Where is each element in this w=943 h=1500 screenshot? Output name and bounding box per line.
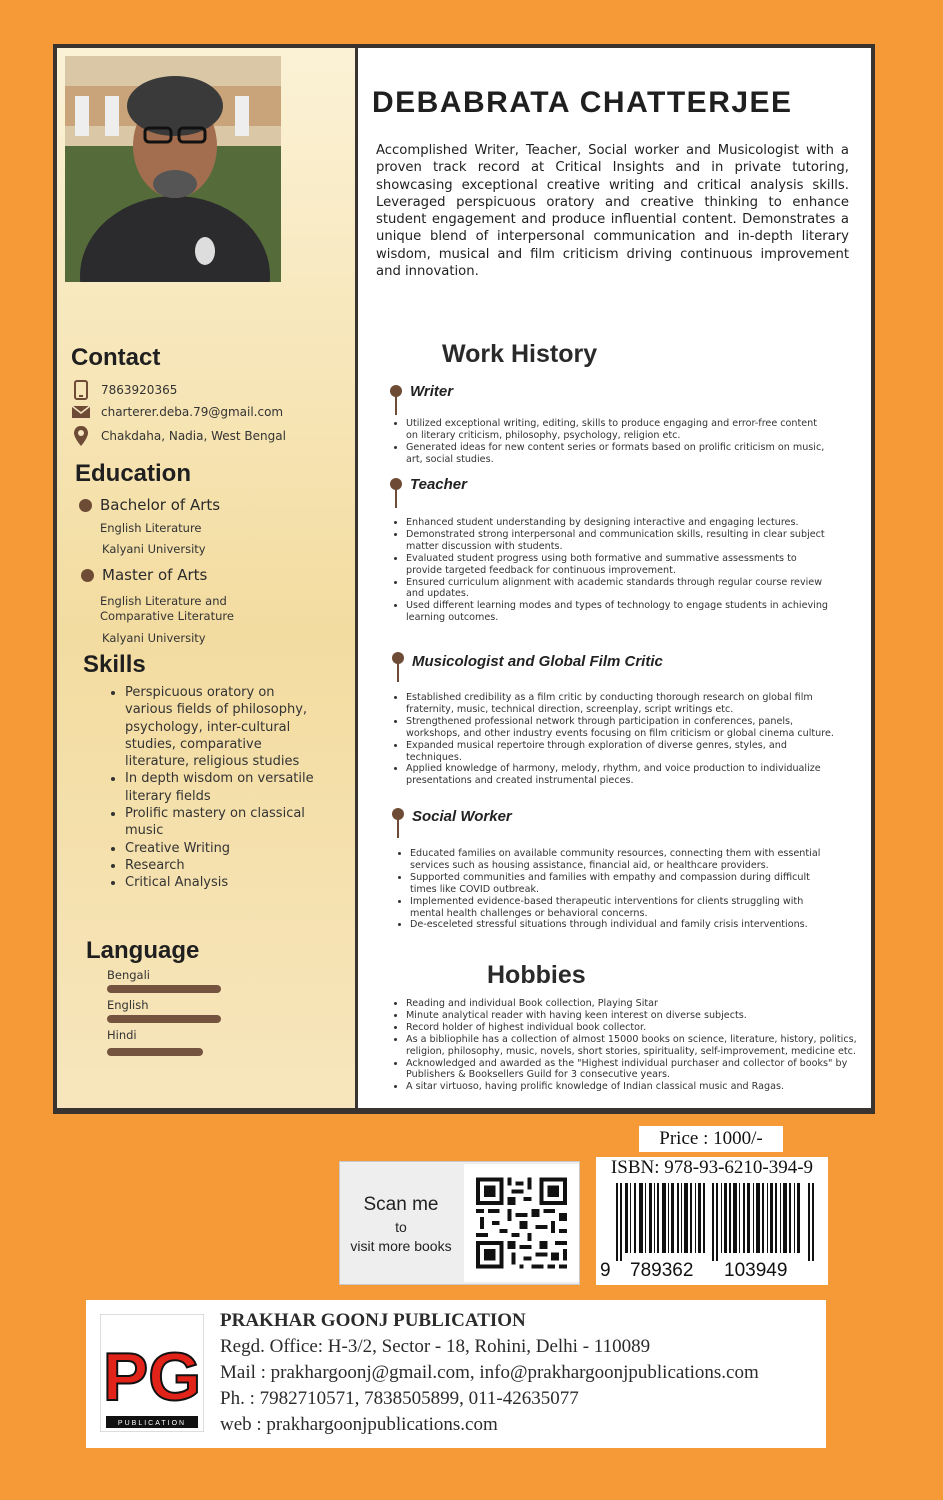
language-level-bar-3 [107,1048,203,1056]
contact-address [71,426,286,446]
author-name: DEBABRATA CHATTERJEE [372,86,793,119]
publisher-logo-letters: PG [102,1339,202,1415]
list-item: • Research [125,857,325,874]
isbn-text: ISBN: 978-93-6210-394-9 [610,1157,814,1178]
job-title-writer: Writer [410,383,454,400]
publisher-logo-caption: PUBLICATION [117,1420,187,1427]
list-item: • Expanded musical repertoire through exploration of diverse genres, styles, and techniques. [406,740,836,764]
bullet-dot-icon [79,499,92,512]
qr-code-box[interactable] [339,1161,580,1285]
education-degree-1 [79,496,220,514]
skills-heading: Skills [83,651,146,678]
list-item: • Strengthened professional network through participation in conferences, panels, workshops, and other industry events focusing on film criticism or global cinema culture. [406,716,836,740]
list-item: • Record holder of highest individual book collector. [406,1022,871,1034]
contact-phone [71,380,177,400]
contact-heading: Contact [71,344,161,371]
list-item: • Creative Writing [125,840,325,857]
list-item: • Ensured curriculum alignment with academic standards through regular course review and updates. [406,577,830,601]
work-history-heading: Work History [442,340,598,368]
qr-code-icon[interactable] [464,1164,579,1282]
list-item: • A sitar virtuoso, having prolific knowledge of Indian classical music and Ragas. [406,1081,871,1093]
qr-visit-more-books: visit more books [350,1238,452,1254]
job-bullets-teacher [394,517,830,624]
author-photo [65,56,281,282]
timeline-pin-icon [390,385,402,415]
list-item: • Perspicuous oratory on various fields of philosophy, psychology, inter-cultural studies, comparative literature, religious studies [125,684,325,770]
barcode-digits-group-1: 789362 [630,1260,694,1281]
list-item: • Reading and individual Book collection, Playing Sitar [406,998,871,1010]
hobbies-heading: Hobbies [487,961,586,989]
list-item: • As a bibliophile has a collection of almost 15000 books on science, literature, history, politics, religion, philosophy, music, novels, short stories, spirituality, self-improvement, medicine etc. [406,1034,871,1058]
list-item: • Applied knowledge of harmony, melody, rhythm, and voice production to individualize presentations and created instrumental pieces. [406,763,836,787]
contact-address-text: Chakdaha, Nadia, West Bengal [101,429,286,443]
list-item: • Educated families on available community resources, connecting them with essential services such as housing assistance, financial aid, or healthcare providers. [410,848,834,872]
job-title-musicologist: Musicologist and Global Film Critic [412,653,663,670]
list-item: • Implemented evidence-based therapeutic interventions for clients struggling with mental health challenges or behavioral concerns. [410,896,834,920]
language-level-bar-1 [107,985,221,993]
barcode-digit-first: 9 [600,1260,611,1281]
resume-main [358,48,871,1108]
education-subject-2: English Literature and Comparative Literature [100,594,234,623]
publisher-phone: Ph. : 7982710571, 7838505899, 011-42635077 [220,1388,579,1409]
list-item: • Evaluated student progress using both formative and summative assessments to provide targeted feedback for continuous improvement. [406,553,830,577]
list-item: • De-esceleted stressful situations through individual and family crisis interventions. [410,919,834,931]
contact-email-text: charterer.deba.79@gmail.com [101,405,284,419]
education-degree-1-text: Bachelor of Arts [100,496,221,514]
list-item: • Established credibility as a film critic by conducting thorough research on global film fraternity, music, technical direction, screenplay, script writings etc. [406,692,836,716]
list-item: • Used different learning modes and types of technology to engage students in achieving learning outcomes. [406,600,830,624]
education-degree-2 [81,566,207,584]
language-name-3: Hindi [107,1028,137,1042]
job-title-teacher: Teacher [410,476,467,493]
location-pin-icon [71,426,91,446]
timeline-pin-icon [392,808,404,838]
list-item: • Minute analytical reader with having keen interest on diverse subjects. [406,1010,871,1022]
timeline-pin-icon [390,478,402,508]
publisher-web: web : prakhargoonjpublications.com [220,1414,498,1435]
resume-sidebar [57,48,355,1108]
contact-email [71,402,283,422]
list-item: • Acknowledged and awarded as the "Highest individual purchaser and collector of books" by Publishers & Booksellers Guild for 3 consecutive years. [406,1058,871,1082]
education-heading: Education [75,460,192,487]
isbn-barcode-box [596,1157,828,1285]
skills-list [105,684,325,892]
mail-icon [71,402,91,422]
job-bullets-writer [394,418,830,466]
barcode-icon [616,1183,816,1261]
author-summary: Accomplished Writer, Teacher, Social worker and Musicologist with a proven track record at Critical Insights and in private tutoring, showcasing exceptional creative writing and critical analysis skills. Leveraged perspicuous oratory and creative thinking to enhance student engagement and produce influential content. Demonstrates a unique blend of interpersonal communication and in-depth literary wisdom, musical and film criticism driving continuous improvement and innovation. [376,143,849,280]
language-heading: Language [86,937,200,964]
job-title-social-worker: Social Worker [412,808,512,825]
list-item: • In depth wisdom on versatile literary fields [125,770,325,805]
hobbies-list [394,998,871,1093]
list-item: • Utilized exceptional writing, editing, skills to produce engaging and error-free content on literary criticism, philosophy, psychology, religion etc. [406,418,830,442]
education-degree-2-text: Master of Arts [102,566,208,584]
publisher-box [86,1300,826,1448]
language-level-bar-2 [107,1015,221,1023]
price-label: Price : 1000/- [639,1126,783,1152]
list-item: • Enhanced student understanding by designing interactive and engaging lectures. [406,517,830,529]
list-item: • Generated ideas for new content series or formats based on prolific criticism on music, art, social studies. [406,442,830,466]
education-university-2: Kalyani University [102,631,206,645]
qr-scan-me: Scan me [363,1194,439,1215]
timeline-pin-icon [392,652,404,682]
list-item: • Supported communities and families with empathy and compassion during difficult times like COVID outbreak. [410,872,834,896]
contact-phone-text: 7863920365 [101,383,178,397]
publisher-name: PRAKHAR GOONJ PUBLICATION [220,1310,526,1331]
education-subject-1: English Literature [100,521,202,535]
phone-icon [71,380,91,400]
publisher-logo [100,1314,204,1432]
barcode-digits-group-2: 103949 [724,1260,788,1281]
language-name-1: Bengali [107,968,150,982]
resume-back-cover [53,44,875,1114]
publisher-mail: Mail : prakhargoonj@gmail.com, info@prakhargoonjpublications.com [220,1362,759,1383]
list-item: • Demonstrated strong interpersonal and communication skills, resulting in clear subject matter discussion with students. [406,529,830,553]
list-item: • Critical Analysis [125,874,325,891]
qr-to: to [395,1219,407,1235]
education-university-1: Kalyani University [102,542,206,556]
job-bullets-musicologist [394,692,836,787]
list-item: • Prolific mastery on classical music [125,805,325,840]
bullet-dot-icon [81,569,94,582]
job-bullets-social-worker [398,848,834,931]
publisher-office: Regd. Office: H-3/2, Sector - 18, Rohini, Delhi - 110089 [220,1336,651,1357]
language-name-2: English [107,998,149,1012]
